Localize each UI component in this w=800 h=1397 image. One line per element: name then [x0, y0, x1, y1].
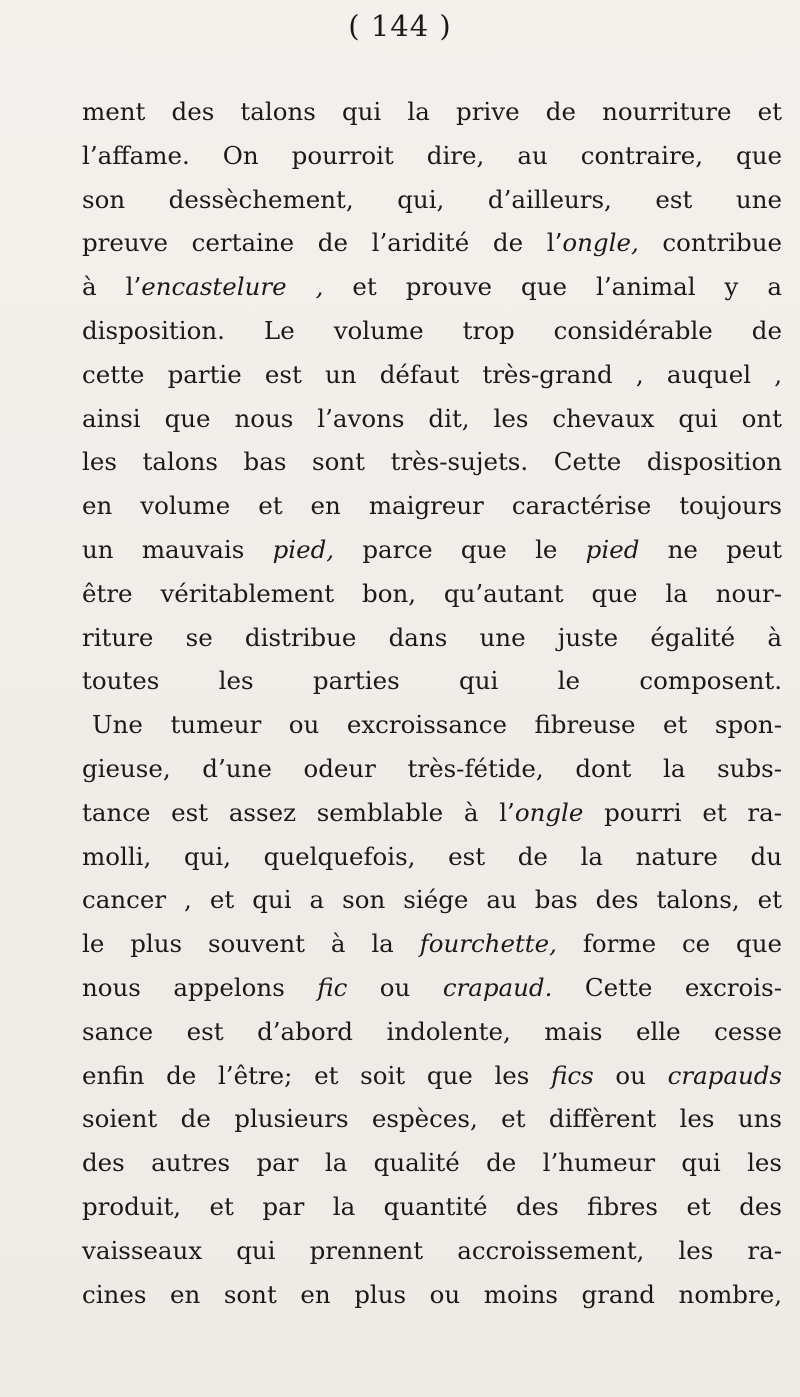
text-run: toutes les parties qui le composent. — [82, 666, 782, 696]
text-run: son dessèchement, qui, d’ailleurs, est une — [82, 184, 782, 214]
text-line — [82, 265, 782, 309]
text-run: les talons bas sont très-sujets. Cette disposition — [82, 447, 782, 477]
text-line — [82, 90, 782, 134]
text-line — [82, 1010, 782, 1054]
text-run: des autres par la qualité de l’humeur qui les — [82, 1148, 782, 1178]
italic-term: crapauds — [667, 1060, 783, 1090]
text-run: vaisseaux qui prennent accroissement, les ra- — [82, 1235, 782, 1265]
page-number: ( 144 ) — [348, 9, 452, 43]
text-line — [82, 747, 782, 791]
text-line — [82, 616, 782, 660]
text-line — [82, 703, 782, 747]
text-line — [82, 878, 782, 922]
italic-term: ongle — [514, 797, 584, 827]
text-line — [82, 178, 782, 222]
italic-term: fics — [551, 1060, 594, 1090]
text-run: être véritablement bon, qu’autant que la nour- — [82, 578, 782, 608]
text-line — [82, 1054, 782, 1098]
text-run: sance est d’abord indolente, mais elle cesse — [82, 1016, 782, 1046]
text-run: disposition. Le volume trop considérable de — [82, 315, 782, 345]
text-line — [82, 484, 782, 528]
text-run: en volume et en maigreur caractérise toujours — [82, 491, 782, 521]
text-line — [82, 1229, 782, 1273]
text-run: riture se distribue dans une juste égalité à — [82, 622, 782, 652]
text-run: un mauvais — [82, 534, 273, 564]
text-run: cancer , et qui a son siége au bas des talons, et — [82, 885, 782, 915]
italic-term: fic — [317, 972, 348, 1002]
text-run: forme ce que — [556, 929, 782, 959]
text-run: et prouve que l’animal y a — [323, 272, 782, 302]
body-text — [82, 90, 782, 1316]
text-run: molli, qui, quelquefois, est de la nature du — [82, 841, 782, 871]
text-run: tance est assez semblable à l’ — [82, 797, 515, 827]
text-line — [82, 1185, 782, 1229]
text-run: nous appelons — [82, 972, 318, 1002]
text-run: soient de plusieurs espèces, et diffèrent les uns — [82, 1104, 782, 1134]
italic-term: pied — [585, 534, 640, 564]
italic-term: encastelure , — [141, 272, 324, 302]
text-run: ainsi que nous l’avons dit, les chevaux qui ont — [82, 403, 782, 433]
text-line — [82, 353, 782, 397]
italic-term: crapaud. — [442, 972, 553, 1002]
text-run: le plus souvent à la — [82, 929, 420, 959]
text-line — [82, 221, 782, 265]
text-line — [82, 922, 782, 966]
text-line — [82, 309, 782, 353]
text-line — [82, 1141, 782, 1185]
text-line — [82, 835, 782, 879]
text-line — [82, 440, 782, 484]
text-run: Une tumeur ou excroissance fibreuse et spon- — [92, 710, 782, 740]
text-line — [82, 1097, 782, 1141]
text-run: ne peut — [639, 534, 782, 564]
text-run: enfin de l’être; et soit que les — [82, 1060, 552, 1090]
text-line — [82, 791, 782, 835]
italic-term: ongle, — [562, 228, 639, 258]
text-run: preuve certaine de l’aridité de l’ — [82, 228, 563, 258]
text-run: contribue — [638, 228, 782, 258]
italic-term: pied, — [272, 534, 335, 564]
text-run: gieuse, d’une odeur très-fétide, dont la subs- — [82, 753, 782, 783]
text-run: parce que le — [334, 534, 586, 564]
text-line — [82, 966, 782, 1010]
text-line — [82, 528, 782, 572]
text-line — [82, 1273, 782, 1317]
text-run: Cette excrois- — [552, 972, 782, 1002]
text-run: l’affame. On pourroit dire, au contraire, que — [82, 140, 782, 170]
text-run: ou — [347, 972, 443, 1002]
text-run: ment des talons qui la prive de nourriture et — [82, 97, 782, 126]
text-run: cines en sont en plus ou moins grand nombre, — [82, 1279, 782, 1309]
text-line — [82, 134, 782, 178]
text-line — [82, 572, 782, 616]
text-run: cette partie est un défaut très-grand , auquel , — [82, 359, 782, 389]
text-run: à l’ — [82, 272, 142, 302]
text-line — [82, 659, 782, 703]
text-run: pourri et ra- — [583, 797, 782, 827]
text-run: produit, et par la quantité des fibres et des — [82, 1191, 782, 1221]
text-line — [82, 397, 782, 441]
text-run: ou — [593, 1060, 668, 1090]
italic-term: fourchette, — [419, 929, 557, 959]
